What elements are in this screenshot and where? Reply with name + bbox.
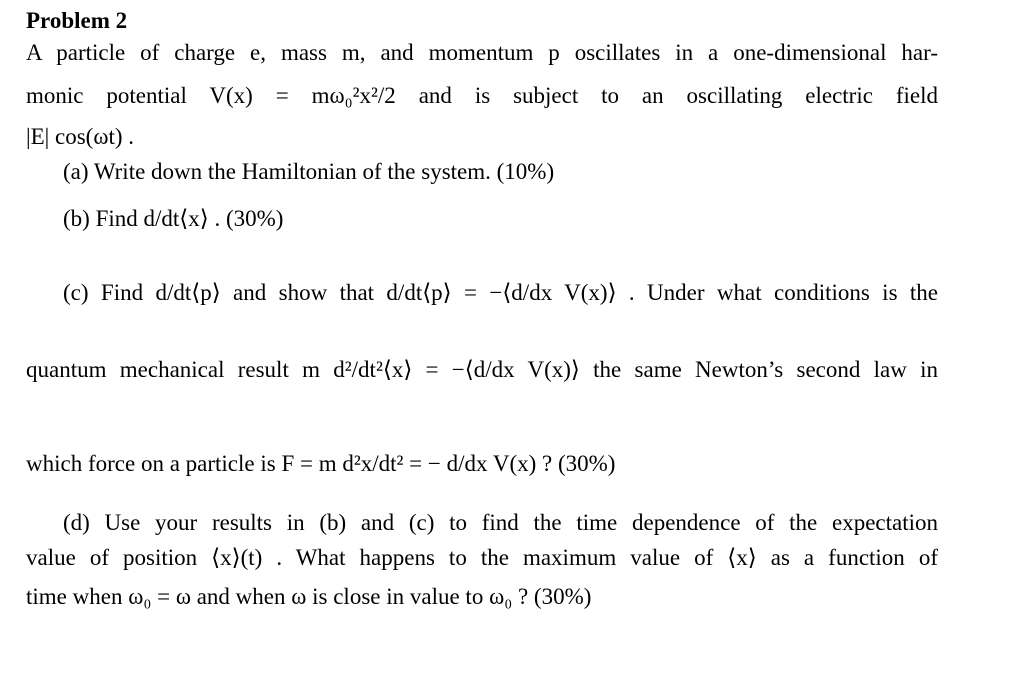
part-c-line-2: quantum mechanical result m d²/dt²⟨x⟩ = −⟨d/dx V(x)⟩ the same Newton’s second law in <box>26 357 938 382</box>
part-d-line-1: (d) Use your results in (b) and (c) to find the time dependence of the expectation <box>63 510 938 535</box>
part-d-line-3: time when ω₀ = ω and when ω is close in value to ω₀ ? (30%) <box>26 584 592 609</box>
intro-line-3: |E| cos(ωt) . <box>26 124 135 149</box>
part-c-line-3: which force on a particle is F = m d²x/dt² = − d/dx V(x) ? (30%) <box>26 451 616 476</box>
part-a: (a) Write down the Hamiltonian of the system. (10%) <box>63 159 555 184</box>
intro-line-2: monic potential V(x) = mω₀²x²/2 and is subject to an oscillating electric field <box>26 83 938 108</box>
problem-title: Problem 2 <box>26 8 128 33</box>
intro-line-1: A particle of charge e, mass m, and momentum p oscillates in a one-dimensional har- <box>26 40 938 65</box>
part-d-line-2: value of position ⟨x⟩(t) . What happens to the maximum value of ⟨x⟩ as a function of <box>26 545 938 570</box>
part-b: (b) Find d/dt⟨x⟩ . (30%) <box>63 206 284 231</box>
part-c-line-1: (c) Find d/dt⟨p⟩ and show that d/dt⟨p⟩ = −⟨d/dx V(x)⟩ . Under what conditions is the <box>63 280 938 305</box>
